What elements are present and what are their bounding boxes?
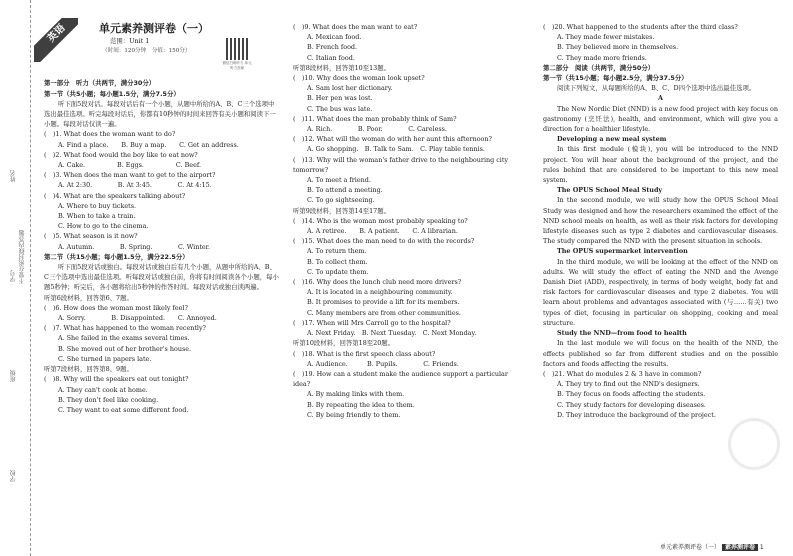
page-title: 单元素养测评卷（一） (99, 22, 209, 35)
options: A. Go shopping. B. Talk to Sam. C. Play table tennis. (307, 145, 485, 154)
binding-margin (0, 0, 31, 556)
options: A. At 2:30. B. At 3:45. C. At 4:15. (58, 181, 212, 190)
material-note: 听第6段材料，回答第6、7题。 (44, 293, 133, 302)
qr-caption: 微信扫码听力 单元听力音频 (222, 61, 252, 70)
option: A. Mexican food. (307, 33, 362, 42)
option: C. To update them. (307, 267, 369, 276)
option: B. To collect them. (307, 257, 368, 266)
option: C. How to go to the cinema. (58, 222, 149, 231)
option: B. She moved out of her brother's house. (58, 344, 192, 353)
option: A. They try to find out the NND's designers. (557, 380, 700, 389)
paragraph: In this first module (模块), you will be introduced to the NND project. You will hear about the background of the project, and the rules behind that are considered to be important to this new meal system. (543, 145, 778, 185)
option: B. French food. (307, 43, 358, 52)
question: ( )16. Why does the lunch club need more drivers? (293, 278, 462, 287)
part-heading: 第一部分 听力（共两节，满分30分） (44, 79, 156, 88)
column-3 (543, 22, 778, 420)
footer-label: 单元素养测评卷（一） (660, 544, 721, 551)
options: A. Cake. B. Eggs. C. Beef. (58, 161, 202, 170)
question: ( )6. How does the woman most likely feel? (44, 303, 188, 312)
option: C. The bus was late. (307, 104, 373, 113)
question: ( )2. What food would the boy like to eat now? (44, 150, 198, 159)
question: ( )7. What has happened to the woman recently? (44, 324, 206, 333)
options: A. Find a place. B. Buy a map. C. Get an address. (58, 140, 239, 149)
material-note: 听第9段材料，回答第14至17题。 (293, 206, 391, 215)
meta: （时间：120分钟 分值：150分） (102, 48, 191, 55)
option: C. To go sightseeing. (307, 196, 375, 205)
option: B. Her pen was lost. (307, 94, 373, 103)
question: ( )21. What do modules 2 & 3 have in common? (543, 369, 702, 378)
option: A. Sam lost her dictionary. (307, 84, 393, 93)
subject-badge: 英语 (34, 18, 78, 62)
question: ( )3. When does the man want to get to the airport? (44, 171, 216, 180)
footer (660, 542, 764, 551)
question: ( )13. Why will the woman's father drive to the neighbouring city tomorrow? (293, 155, 509, 174)
options: A. A retiree. B. A patient. C. A librarian. (307, 227, 458, 236)
part-heading: 第二部分 阅读（共两节，满分50分） (543, 63, 655, 72)
option: B. By repeating the idea to them. (307, 400, 415, 409)
option: B. It promises to provide a lift for its members. (307, 298, 460, 307)
column-2 (293, 22, 526, 420)
subheading: The OPUS supermarket intervention (557, 247, 688, 256)
question: ( )14. Who is the woman most probably speaking to? (293, 216, 468, 225)
instructions: 阅读下列短文，从每题所给的A、B、C、D四个选项中选出最佳选项。 (557, 84, 756, 93)
option: B. When to take a train. (58, 212, 136, 221)
section-heading: 第一节（共5小题；每小题1.5分，满分7.5分） (44, 89, 180, 98)
question: ( )19. How can a student make the audience support a particular idea? (293, 369, 508, 389)
option: B. To attend a meeting. (307, 186, 383, 195)
option: A. It is located in a neighbouring community. (307, 288, 453, 297)
binding-label: 班级 (10, 370, 17, 382)
paragraph: In the last module we will focus on the health of the NND, the effects published so far from different studies and on the possible factors and foods affecting the results. (543, 339, 778, 368)
option: C. Many members are from other communities. (307, 308, 461, 317)
options: A. Rich. B. Poor. C. Careless. (307, 125, 447, 134)
binding-warning: 不要在密封线内答题 (19, 230, 26, 284)
material-note: 听第8段材料，回答第10至13题。 (293, 63, 391, 72)
question: ( )11. What does the man probably think of Sam? (293, 114, 457, 123)
option: A. To meet a friend. (307, 176, 371, 185)
option: C. By being friendly to them. (307, 410, 401, 419)
option: A. They can't cook at home. (58, 385, 148, 394)
passage-letter: A (658, 94, 663, 103)
question: ( )9. What does the man want to eat? (293, 23, 418, 31)
option: C. They made more friends. (557, 53, 647, 62)
option: B. They focus on foods affecting the students. (557, 390, 706, 399)
option: D. They introduce the background of the project. (557, 410, 716, 419)
footer-tag: 素养测评卷 (722, 544, 758, 551)
subheading: The OPUS School Meal Study (557, 186, 663, 195)
option: A. Where to buy tickets. (58, 201, 137, 210)
options: A. Audience. B. Pupils. C. Friends. (307, 359, 459, 368)
option: A. She failed in the exams several times. (58, 334, 190, 343)
option: B. They don't feel like cooking. (58, 395, 159, 404)
question: ( )10. Why does the woman look upset? (293, 74, 425, 83)
subheading: Study the NND—from food to health (557, 329, 687, 338)
options: A. Autumn. B. Spring. C. Winter. (58, 242, 211, 251)
option: A. They made fewer mistakes. (557, 33, 655, 42)
options: A. Next Friday. B. Next Tuesday. C. Next Monday. (307, 329, 477, 338)
binding-label: 学校 (10, 470, 17, 482)
binding-label: 姓名 (10, 170, 17, 182)
binding-label: 学号 (10, 270, 17, 282)
question: ( )15. What does the man need to do with the records? (293, 237, 475, 246)
column-1 (44, 22, 280, 415)
range: 范围：Unit 1 (110, 37, 150, 45)
question: ( )17. When will Mrs Carroll go to the hospital? (293, 318, 451, 327)
material-note: 听第10段材料，回答第18至20题。 (293, 339, 395, 348)
option: A. By making links with them. (307, 390, 405, 399)
option: C. Italian food. (307, 53, 355, 62)
question: ( )4. What are the speakers talking about? (44, 191, 186, 200)
paragraph: In the third module, we will be looking at the effect of the NND on adults. We will study the effect of eating the NND and the Avenge Danish Diet (ADD), respectively, in terms of body weight, body fat and risk factors for cardiovascular diseases and type 2 diabetes. You will learn about problems and advantages associated with (与……有关) two types of diet, focusing in particular on shopping, cooking and meal structure. (543, 257, 778, 327)
section-heading: 第二节（共15小题；每小题1.5分，满分22.5分） (44, 252, 189, 261)
page-number: 1 (759, 544, 764, 551)
option: B. They believed more in themselves. (557, 43, 679, 52)
instructions: 听下面5段对话或独白。每段对话或独白后有几个小题，从题中所给的A、B、C三个选项中选出最佳选项。听每段对话或独白前，你将有时间阅读各个小题，每小题5秒钟；听完后，各小题将给出5秒钟的作答时间。每段对话或独白读两遍。 (44, 263, 279, 292)
option: C. They study factors for developing diseases. (557, 400, 706, 409)
option: A. To return them. (307, 247, 367, 256)
option: C. They want to eat some different food. (58, 405, 189, 414)
instructions: 听下面5段对话。每段对话后有一个小题，从题中所给的A、B、C三个选项中选出最佳选项。听完每段对话后，你都有10秒钟的时间来回答有关小题和阅读下一小题。每段对话仅读一遍。 (44, 99, 276, 129)
question: ( )1. What does the woman want to do? (44, 130, 176, 139)
paragraph: The New Nordic Diet (NND) is a new food project with key focus on gastronomy (烹饪法), health, and environment, which will give you a direction for a healthier lifestyle. (543, 104, 778, 134)
question: ( )5. What season is it now? (44, 232, 138, 241)
material-note: 听第7段材料，回答第8、9题。 (44, 365, 133, 374)
question: ( )20. What happened to the students after the third class? (543, 23, 738, 31)
options: A. Sorry. B. Disappointed. C. Annoyed. (58, 314, 217, 323)
question: ( )18. What is the first speech class about? (293, 349, 436, 358)
question: ( )12. What will the woman do with her aunt this afternoon? (293, 135, 492, 144)
question: ( )8. Why will the speakers eat out tonight? (44, 375, 189, 384)
seal-watermark-icon (728, 418, 780, 470)
section-heading: 第一节（共15小题；每小题2.5分，满分37.5分） (543, 74, 688, 83)
subheading: Developing a new meal system (557, 135, 667, 144)
paragraph: In the second module, we will study how the OPUS School Meal Study was designed and how the researchers examined the effect of the NND school meals on health, as well as their risk factors for developing lifestyle diseases such as type 2 diabetes and cardiovascular diseases. The study compared the NND with the present situation in schools. (543, 196, 778, 246)
option: C. She turned in papers late. (58, 354, 152, 363)
